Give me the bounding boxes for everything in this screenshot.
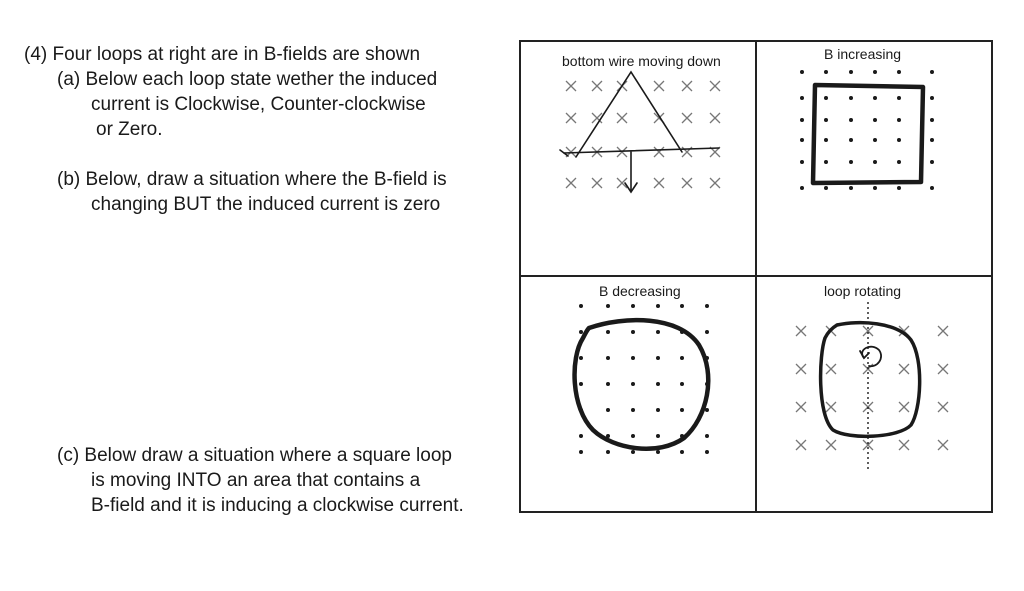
field-dot: [579, 330, 583, 334]
field-dot: [680, 356, 684, 360]
field-dot: [824, 118, 828, 122]
field-dot: [680, 450, 684, 454]
field-dot: [631, 330, 635, 334]
part-a-line-2: current is Clockwise, Counter-clockwise: [91, 94, 426, 115]
x-mark: [566, 81, 576, 91]
field-dot: [897, 96, 901, 100]
field-dot: [930, 118, 934, 122]
x-mark: [796, 402, 806, 412]
x-mark: [654, 147, 664, 157]
x-mark: [938, 440, 948, 450]
x-mark: [592, 178, 602, 188]
part-c-line-2: is moving INTO an area that contains a: [91, 470, 421, 491]
field-dot: [631, 382, 635, 386]
panel-bottom-left: [575, 283, 709, 454]
x-mark: [710, 113, 720, 123]
x-mark: [826, 364, 836, 374]
field-dot: [606, 356, 610, 360]
field-dot: [705, 304, 709, 308]
field-dot: [873, 160, 877, 164]
field-dot: [631, 356, 635, 360]
field-dot: [631, 304, 635, 308]
circular-loop: [575, 320, 709, 449]
field-dot: [930, 160, 934, 164]
field-dot: [656, 434, 660, 438]
field-dot: [800, 160, 804, 164]
part-a-line-3: or Zero.: [96, 119, 163, 140]
field-dot: [849, 160, 853, 164]
x-mark: [938, 402, 948, 412]
field-dot: [705, 450, 709, 454]
rotation-arrow-icon: [860, 347, 881, 367]
x-mark: [682, 113, 692, 123]
x-mark: [826, 402, 836, 412]
field-dot: [606, 382, 610, 386]
part-b-line-1: (b) Below, draw a situation where the B-field is: [57, 169, 447, 190]
field-dot: [579, 450, 583, 454]
field-dot: [824, 96, 828, 100]
field-dot: [579, 356, 583, 360]
field-dot: [930, 186, 934, 190]
field-dot: [849, 118, 853, 122]
x-mark: [938, 364, 948, 374]
field-dot: [656, 356, 660, 360]
x-marks-field-into-page: [566, 81, 720, 188]
part-a-line-1: (a) Below each loop state wether the induced: [57, 69, 438, 90]
field-dot: [631, 434, 635, 438]
field-dot: [930, 96, 934, 100]
field-dot: [930, 70, 934, 74]
x-mark: [654, 178, 664, 188]
panel-top-right: [800, 46, 934, 190]
field-dot: [873, 70, 877, 74]
field-dot: [824, 160, 828, 164]
field-dot: [631, 408, 635, 412]
field-dot: [656, 382, 660, 386]
part-c-line-1: (c) Below draw a situation where a square loop: [57, 445, 452, 466]
field-dot: [579, 382, 583, 386]
field-dot: [606, 450, 610, 454]
field-dot: [800, 96, 804, 100]
panel-bottom-right: [796, 283, 948, 470]
field-dot: [800, 118, 804, 122]
field-dot: [680, 304, 684, 308]
field-dot: [824, 70, 828, 74]
panel-label-b-decreasing: B decreasing: [599, 283, 681, 299]
field-dot: [705, 434, 709, 438]
x-mark: [566, 113, 576, 123]
field-dot: [606, 408, 610, 412]
x-mark: [899, 364, 909, 374]
field-dot: [680, 408, 684, 412]
x-mark: [654, 81, 664, 91]
x-mark: [710, 178, 720, 188]
x-mark: [710, 81, 720, 91]
velocity-arrow: [625, 152, 637, 192]
x-mark: [826, 440, 836, 450]
x-mark: [682, 81, 692, 91]
panel-label-b-increasing: B increasing: [824, 46, 902, 62]
field-dot: [800, 186, 804, 190]
field-dot: [873, 118, 877, 122]
x-mark: [796, 326, 806, 336]
field-dot: [824, 186, 828, 190]
field-dot: [873, 138, 877, 142]
field-dot: [579, 304, 583, 308]
panel-label-bottom-wire: bottom wire moving down: [562, 53, 721, 69]
x-mark: [938, 326, 948, 336]
field-dot: [656, 304, 660, 308]
field-dot: [897, 70, 901, 74]
field-dot: [849, 70, 853, 74]
part-c-line-3: B-field and it is inducing a clockwise current.: [91, 495, 464, 516]
field-dot: [800, 138, 804, 142]
x-mark: [617, 113, 627, 123]
field-dot: [873, 186, 877, 190]
part-b-line-2: changing BUT the induced current is zero: [91, 194, 441, 215]
field-dot: [824, 138, 828, 142]
panel-label-loop-rotating: loop rotating: [824, 283, 902, 299]
loops-diagram: [519, 40, 993, 513]
field-dot: [656, 408, 660, 412]
field-dot: [705, 330, 709, 334]
field-dot: [606, 304, 610, 308]
field-dot: [656, 450, 660, 454]
x-mark: [796, 364, 806, 374]
x-mark: [899, 440, 909, 450]
field-dot: [897, 186, 901, 190]
field-dot: [849, 138, 853, 142]
field-dot: [897, 160, 901, 164]
field-dot: [579, 434, 583, 438]
field-dot: [897, 118, 901, 122]
x-marks-field-into-page: [796, 326, 948, 450]
field-dot: [606, 330, 610, 334]
field-dot: [631, 450, 635, 454]
field-dot: [930, 138, 934, 142]
field-dot: [800, 70, 804, 74]
x-mark: [566, 178, 576, 188]
field-dot: [897, 138, 901, 142]
field-dot: [680, 382, 684, 386]
field-dot: [873, 96, 877, 100]
x-mark: [682, 178, 692, 188]
x-mark: [796, 440, 806, 450]
field-dot: [656, 330, 660, 334]
question-title: (4) Four loops at right are in B-fields are shown: [24, 44, 421, 65]
x-mark: [592, 81, 602, 91]
rotating-loop: [821, 323, 920, 437]
triangle-loop: [560, 72, 719, 157]
x-mark: [899, 402, 909, 412]
square-loop: [813, 85, 923, 183]
field-dot: [849, 96, 853, 100]
field-dot: [849, 186, 853, 190]
panel-top-left: [560, 53, 721, 192]
